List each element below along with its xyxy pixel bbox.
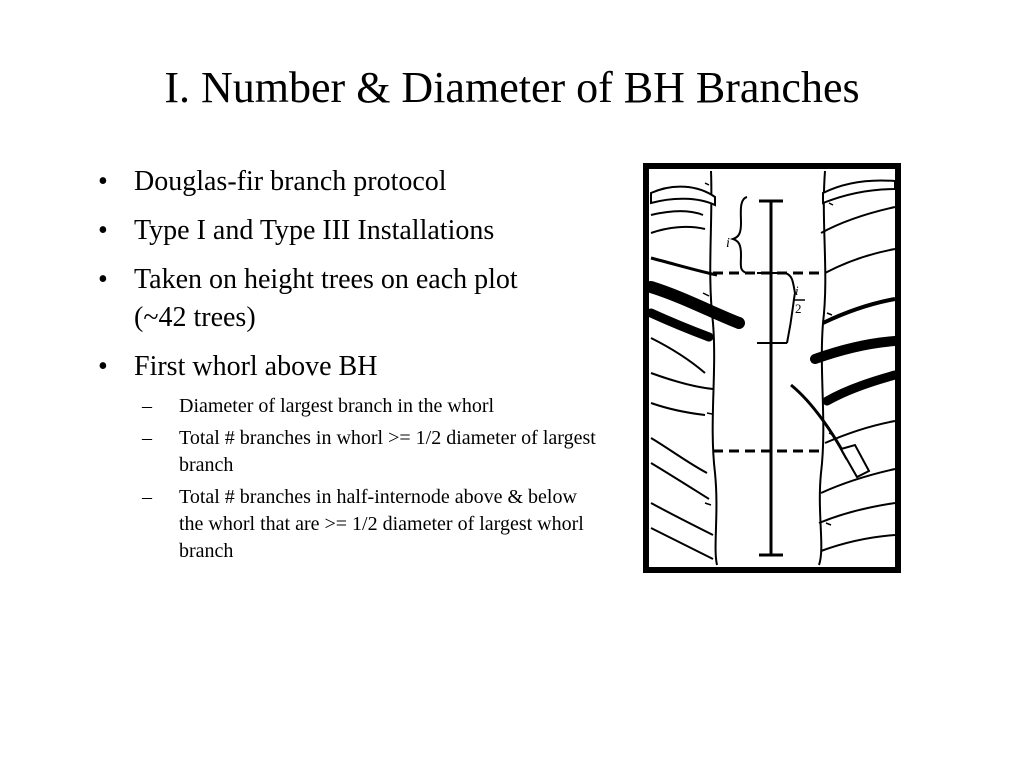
branch-measurement-diagram [643,163,901,573]
sub-bullet-marker: – [142,427,152,449]
diagram-svg [643,163,901,573]
sub-bullet-marker: – [142,486,152,508]
bullet-marker: • [98,215,108,246]
bullet-text: Douglas-fir branch protocol [134,166,447,197]
bullet-marker: • [98,351,108,382]
bullet-text: First whorl above BH [134,351,378,382]
label-i: i [726,236,730,251]
sub-bullet-item [96,393,601,420]
sub-bullet-text: Total # branches in half-internode above & below the whorl that are >= 1/2 diameter of largest whorl branch [179,486,584,562]
bullet-item [96,348,601,386]
sub-bullet-text: Total # branches in whorl >= 1/2 diameter of largest branch [179,427,596,476]
label-half-numerator: i [795,283,799,298]
sub-bullet-item [96,425,601,479]
bullet-list [96,163,601,570]
bullet-marker: • [98,166,108,197]
slide-title: I. Number & Diameter of BH Branches [164,63,860,112]
bullet-item [96,212,601,250]
label-half-denominator: 2 [795,301,802,316]
bullet-text: Type I and Type III Installations [134,215,495,246]
bullet-item [96,261,601,337]
bullet-item [96,163,601,201]
bullet-marker: • [98,264,108,295]
sub-bullet-text: Diameter of largest branch in the whorl [179,395,495,417]
sub-bullet-item [96,484,601,565]
sub-bullet-marker: – [142,395,152,417]
sub-bullet-list [96,393,601,565]
bullet-text: Taken on height trees on each plot (~42 trees) [134,264,518,333]
